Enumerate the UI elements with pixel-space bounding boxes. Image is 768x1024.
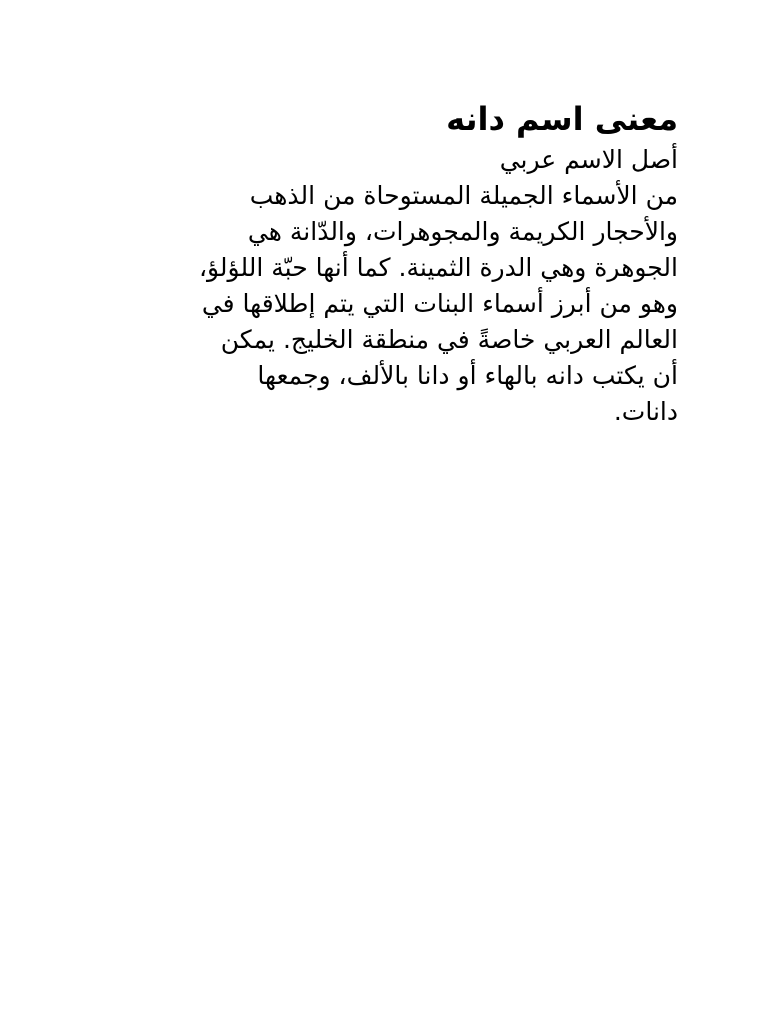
document-page	[96, 96, 678, 430]
description-line: الجوهرة وهي الدرة الثمينة. كما أنها حبّة اللؤلؤ،	[198, 253, 678, 282]
name-origin: أصل الاسم عربي	[499, 145, 678, 174]
description-line: والأحجار الكريمة والمجوهرات، والدّانة هي	[247, 217, 678, 246]
description-paragraph	[96, 178, 678, 430]
description-line: وهو من أبرز أسماء البنات التي يتم إطلاقها في	[201, 289, 678, 318]
page-title: معنى اسم دانه	[446, 100, 678, 138]
description-line: أن يكتب دانه بالهاء أو دانا بالألف، وجمعها	[257, 361, 678, 390]
description-line: من الأسماء الجميلة المستوحاة من الذهب	[249, 181, 678, 210]
description-line: دانات.	[613, 397, 678, 426]
description-line: العالم العربي خاصةً في منطقة الخليج. يمكن	[220, 325, 678, 354]
